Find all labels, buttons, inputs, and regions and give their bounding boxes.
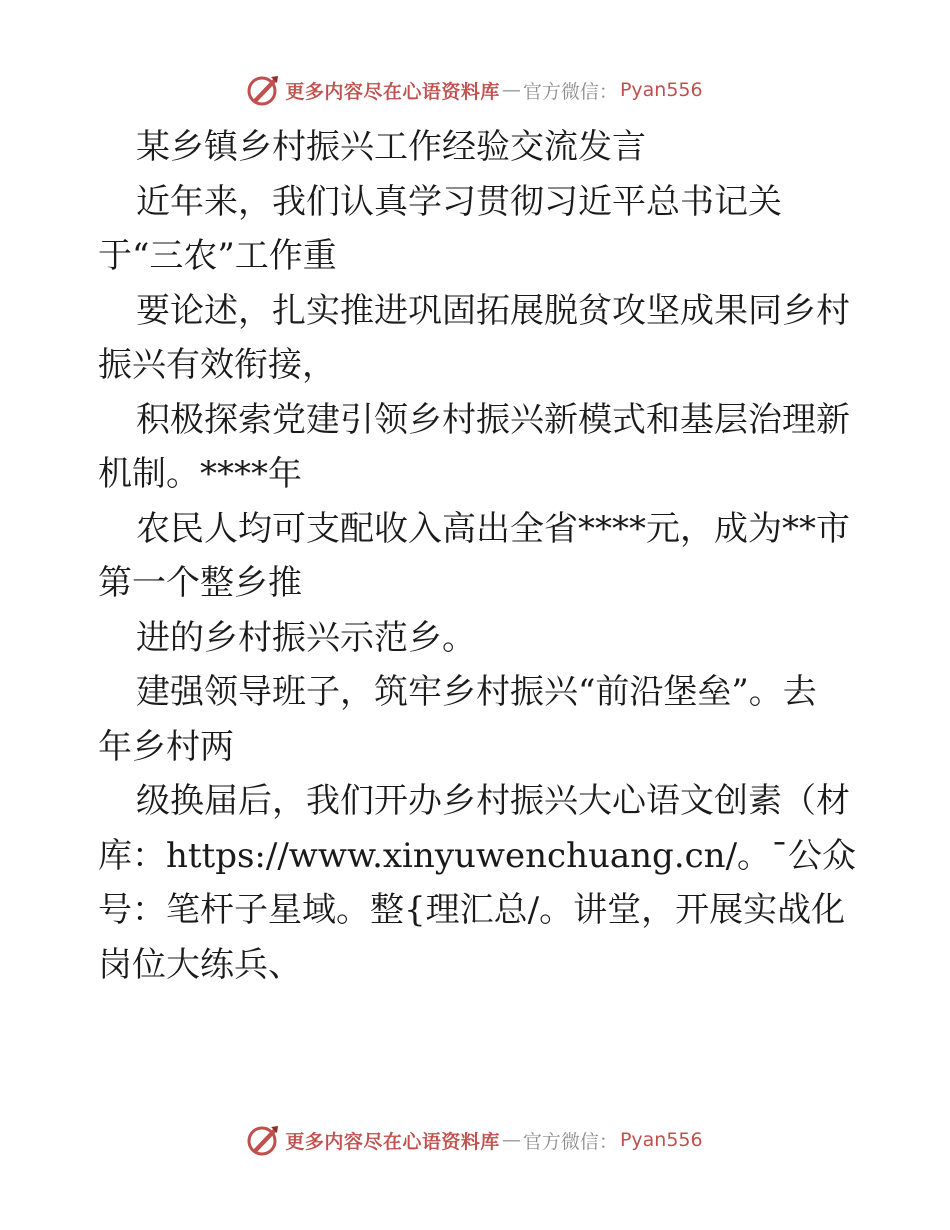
paragraph-line: 号：笔杆子星域。整{理汇总/。讲堂，开展实战化 bbox=[98, 890, 846, 930]
watermark-official-label: 官方微信： bbox=[522, 1130, 618, 1153]
watermark-separator: — bbox=[501, 1129, 521, 1151]
paragraph-line: 岗位大练兵、 bbox=[98, 944, 302, 985]
watermark-official-label: 官方微信： bbox=[522, 80, 618, 103]
header-watermark bbox=[0, 70, 950, 110]
document-title: 某乡镇乡村振兴工作经验交流发言 bbox=[136, 127, 646, 167]
paragraph-line: 积极探索党建引领乡村振兴新模式和基层治理新 bbox=[136, 399, 850, 440]
paragraph-line: 建强领导班子，筑牢乡村振兴“前沿堡垒”。去 bbox=[136, 672, 817, 712]
paragraph-line: 农民人均可支配收入高出全省****元，成为**市 bbox=[136, 508, 850, 549]
paragraph-line: 库：https://www.xinyuwenchuang.cn/。¯公众 bbox=[98, 835, 857, 876]
document-body bbox=[98, 120, 858, 992]
watermark-separator: — bbox=[501, 79, 521, 101]
paragraph-line: 第一个整乡推 bbox=[98, 563, 302, 603]
footer-watermark bbox=[0, 1120, 950, 1160]
paragraph-line: 于“三农”工作重 bbox=[98, 236, 337, 276]
quill-pen-logo-icon bbox=[247, 73, 281, 107]
paragraph-line: 年乡村两 bbox=[98, 726, 234, 767]
watermark-handle: Pyan556 bbox=[619, 79, 703, 101]
paragraph-line: 要论述，扎实推进巩固拓展脱贫攻坚成果同乡村 bbox=[136, 290, 850, 331]
quill-pen-logo-icon bbox=[247, 1123, 281, 1157]
watermark-handle: Pyan556 bbox=[619, 1129, 703, 1151]
watermark-brand: 更多内容尽在心语资料库 bbox=[285, 80, 500, 103]
watermark-brand: 更多内容尽在心语资料库 bbox=[285, 1130, 500, 1153]
paragraph-line: 机制。****年 bbox=[98, 454, 302, 494]
paragraph-line: 近年来，我们认真学习贯彻习近平总书记关 bbox=[136, 181, 782, 222]
paragraph-line: 振兴有效衔接， bbox=[98, 345, 336, 385]
paragraph-line: 进的乡村振兴示范乡。 bbox=[136, 617, 476, 658]
paragraph-line: 级换届后，我们开办乡村振兴大心语文创素（材 bbox=[136, 781, 850, 821]
